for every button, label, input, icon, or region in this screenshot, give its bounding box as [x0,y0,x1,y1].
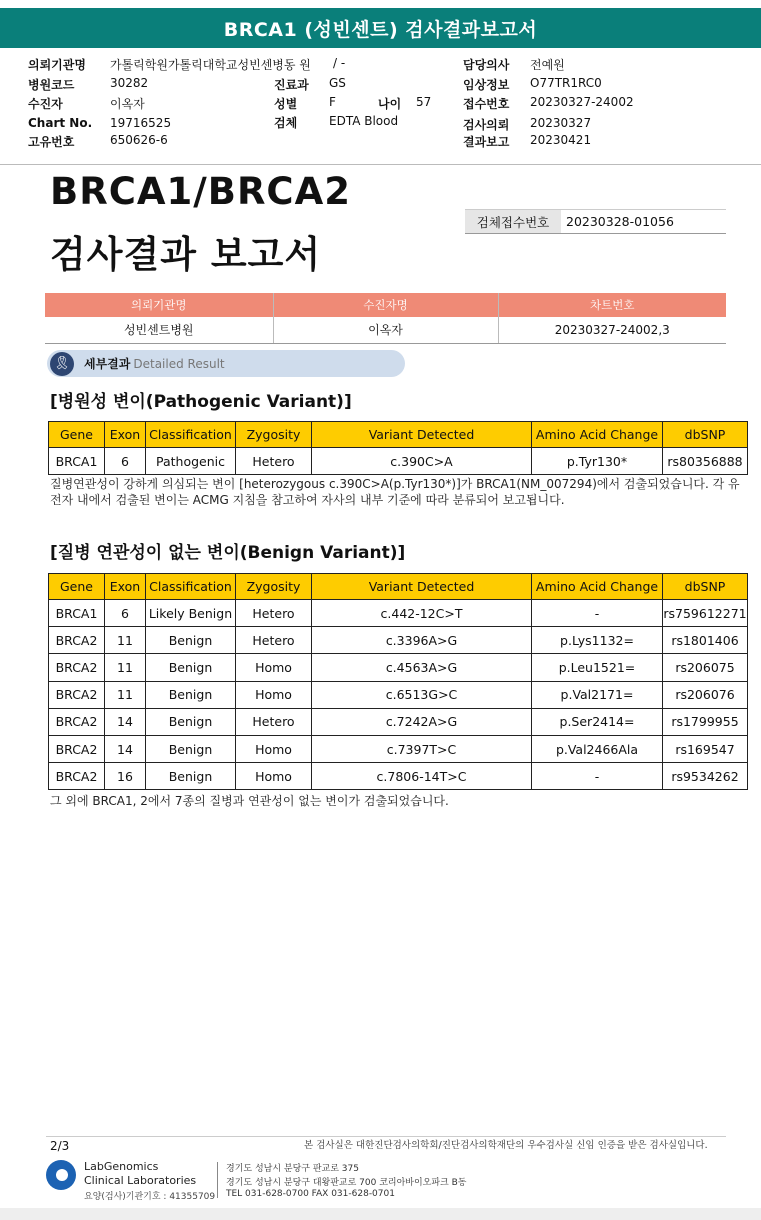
address-2: 경기도 성남시 분당구 대왕판교로 700 코리아바이오파크 B동 [226,1178,467,1188]
table-row [49,627,748,654]
meta-header-institution: 의뢰기관명 [45,293,273,317]
cell-gene: BRCA1 [49,600,105,627]
cell-dbsnp: rs169547 [663,735,748,762]
col-classification: Classification [146,574,236,600]
ribbon-icon: 🎗 [50,352,74,376]
result-label: 결과보고 [463,135,510,149]
meta-patient: 이옥자 [273,317,498,343]
specimen-value: EDTA Blood [329,114,399,128]
uid-label: 고유번호 [28,135,75,149]
cell-amino: - [532,763,663,790]
cell-exon: 6 [105,448,146,475]
detail-label-en: Detailed Result [133,356,225,371]
cell-exon: 6 [105,600,146,627]
detail-label-ko: 세부결과 [84,357,131,371]
cell-dbsnp: rs9534262 [663,763,748,790]
report-title: BRCA1 (성빈센트) 검사결과보고서 [223,18,538,41]
cell-amino: p.Lys1132= [532,627,663,654]
cell-gene: BRCA2 [49,763,105,790]
cell-exon: 11 [105,654,146,681]
table-row [49,708,748,735]
cell-variant: c.390C>A [312,448,532,475]
request-label: 검사의뢰 [463,118,510,132]
cell-amino: p.Leu1521= [532,654,663,681]
col-amino: Amino Acid Change [532,422,663,448]
doctor-value: 전예원 [530,58,565,72]
meta-institution: 성빈센트병원 [45,317,273,343]
patient-value: 이옥자 [110,97,145,111]
company-subtitle: Clinical Laboratories [84,1174,197,1187]
cell-classification: Benign [146,708,236,735]
footer-vertical-divider [217,1162,218,1198]
doctor-label: 담당의사 [463,58,510,72]
cell-exon: 14 [105,735,146,762]
col-zygosity: Zygosity [236,574,312,600]
cell-amino: p.Val2466Ala [532,735,663,762]
address-1: 경기도 성남시 분당구 판교로 375 [226,1164,359,1174]
uid-value: 650626-6 [110,133,168,147]
clinical-label: 임상정보 [463,78,510,92]
cell-exon: 11 [105,627,146,654]
cell-dbsnp: rs206075 [663,654,748,681]
col-exon: Exon [105,422,146,448]
cell-dbsnp: rs759612271 [663,600,748,627]
cell-classification: Likely Benign [146,600,236,627]
col-dbsnp: dbSNP [663,422,748,448]
cell-zygosity: Hetero [236,627,312,654]
cell-dbsnp: rs80356888 [663,448,748,475]
request-meta-table [45,293,726,344]
cell-amino: p.Tyr130* [532,448,663,475]
cell-classification: Benign [146,735,236,762]
cell-gene: BRCA2 [49,735,105,762]
receipt-value: 20230328-01056 [566,214,674,229]
cell-variant: c.6513G>C [312,681,532,708]
pathogenic-table [48,421,748,475]
table-row [49,600,748,627]
cell-zygosity: Homo [236,735,312,762]
cell-zygosity: Homo [236,763,312,790]
cell-amino: p.Val2171= [532,681,663,708]
specimen-label: 검체 [274,116,298,130]
table-row [49,763,748,790]
hospcode-label: 병원코드 [28,78,75,92]
result-value: 20230421 [530,133,592,147]
request-value: 20230327 [530,116,592,130]
cell-gene: BRCA2 [49,654,105,681]
cell-zygosity: Homo [236,654,312,681]
table-row [49,681,748,708]
col-amino: Amino Acid Change [532,574,663,600]
col-variant: Variant Detected [312,574,532,600]
cell-amino: - [532,600,663,627]
cell-gene: BRCA2 [49,681,105,708]
receipt-label: 검체접수번호 [465,210,561,233]
cell-zygosity: Homo [236,681,312,708]
cell-variant: c.442-12C>T [312,600,532,627]
detailed-result-banner [47,350,405,377]
col-gene: Gene [49,422,105,448]
cell-zygosity: Hetero [236,448,312,475]
cell-dbsnp: rs206076 [663,681,748,708]
benign-heading: [질병 연관성이 없는 변이(Benign Variant)] [50,543,406,563]
reg-label: 접수번호 [463,97,510,111]
age-value: 57 [416,95,432,109]
cell-variant: c.3396A>G [312,627,532,654]
cell-zygosity: Hetero [236,708,312,735]
cell-zygosity: Hetero [236,600,312,627]
col-variant: Variant Detected [312,422,532,448]
patient-label: 수진자 [28,97,63,111]
dept-label: 진료과 [274,78,309,92]
cell-classification: Benign [146,627,236,654]
page-number: 2/3 [50,1139,70,1153]
benign-table [48,573,748,790]
patient-info-block [0,52,761,160]
chart-value: 19716525 [110,116,172,130]
col-zygosity: Zygosity [236,422,312,448]
table-header-row [49,574,748,600]
bottom-bar [0,1208,761,1220]
cell-variant: c.7806-14T>C [312,763,532,790]
col-classification: Classification [146,422,236,448]
company-name: LabGenomics [84,1160,159,1173]
cell-variant: c.4563A>G [312,654,532,681]
institution-label: 의뢰기관명 [28,58,86,72]
table-row [49,735,748,762]
sex-value: F [329,95,336,109]
tel-fax: TEL 031-628-0700 FAX 031-628-0701 [226,1189,395,1199]
cell-gene: BRCA2 [49,708,105,735]
cell-classification: Benign [146,763,236,790]
clinical-value: O77TR1RC0 [530,76,602,90]
title-line-1: BRCA1/BRCA2 [50,170,351,213]
cell-dbsnp: rs1801406 [663,627,748,654]
table-row [49,654,748,681]
dept-value: GS [329,76,346,90]
meta-header-chart: 차트번호 [498,293,726,317]
institution-value: 가톨릭학원가톨릭대학교성빈센병동 원 [110,58,311,72]
pathogenic-note: 질병연관성이 강하게 의심되는 변이 [heterozygous c.390C>A(p.Tyr130*)]가 BRCA1(NM_007294)에서 검출되었습니다. 각 유전자 내에서 검출된 변이는 ACMG 지침을 참고하여 자사의 내부 기준에 따라 분류되어 보고됩니다. [50,477,740,507]
pathogenic-heading: [병원성 변이(Pathogenic Variant)] [50,392,352,412]
hospcode-value: 30282 [110,76,149,90]
chart-label: Chart No. [28,116,93,130]
cell-amino: p.Ser2414= [532,708,663,735]
receipt-box [465,209,726,234]
cell-gene: BRCA1 [49,448,105,475]
cell-dbsnp: rs1799955 [663,708,748,735]
cell-classification: Pathogenic [146,448,236,475]
col-exon: Exon [105,574,146,600]
ward-value: / - [333,56,346,70]
cell-exon: 11 [105,681,146,708]
cell-exon: 16 [105,763,146,790]
age-label: 나이 [378,97,402,111]
cell-classification: Benign [146,681,236,708]
cell-classification: Benign [146,654,236,681]
meta-chart: 20230327-24002,3 [498,317,726,343]
cell-exon: 14 [105,708,146,735]
benign-note: 그 외에 BRCA1, 2에서 7종의 질병과 연관성이 없는 변이가 검출되었습니다. [50,794,449,808]
cell-gene: BRCA2 [49,627,105,654]
col-dbsnp: dbSNP [663,574,748,600]
table-header-row [49,422,748,448]
table-row [49,448,748,475]
sex-label: 성별 [274,97,298,111]
cell-variant: c.7397T>C [312,735,532,762]
certification-text: 본 검사실은 대한진단검사의학회/진단검사의학재단의 우수검사실 신임 인증을 받은 검사실입니다. [304,1140,708,1151]
cell-variant: c.7242A>G [312,708,532,735]
institution-code: 요양(검사)기관기호 : 41355709 [84,1192,216,1202]
info-divider [0,164,761,165]
labgenomics-logo-icon [46,1160,76,1190]
title-line-2: 검사결과 보고서 [50,233,322,276]
reg-value: 20230327-24002 [530,95,634,109]
meta-header-patient: 수진자명 [273,293,498,317]
col-gene: Gene [49,574,105,600]
report-title-bar [0,8,761,48]
